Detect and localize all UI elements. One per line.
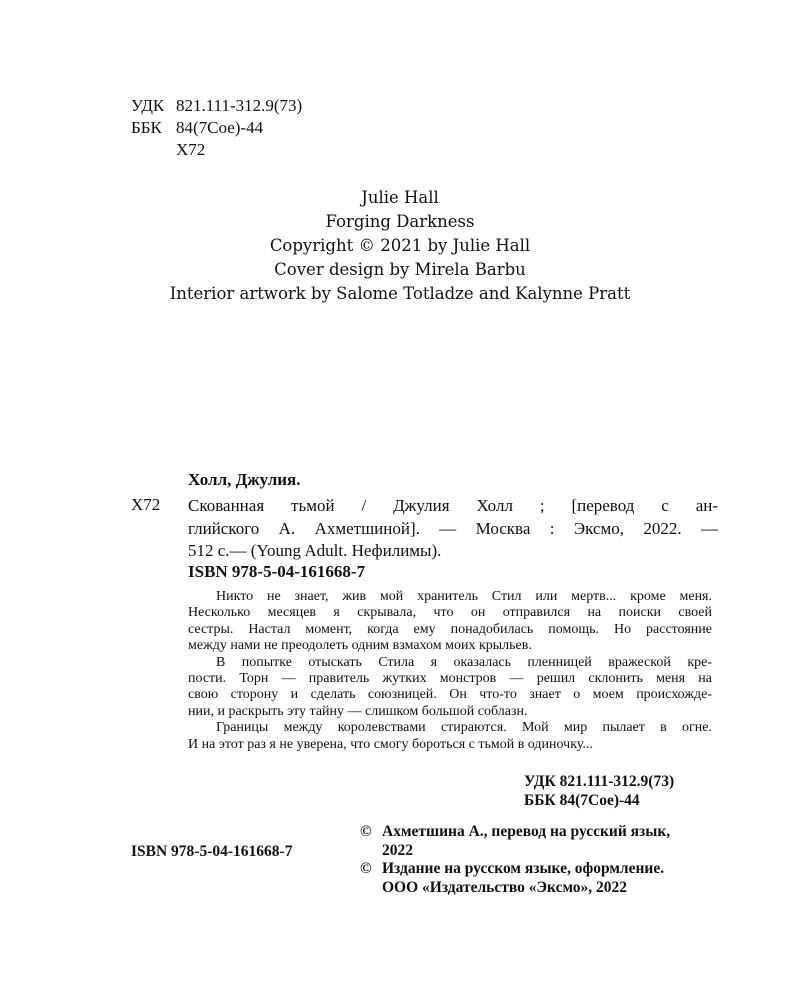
annotation-line: Границы между королевствами стираются. Мой мир пылает в огне.	[216, 720, 712, 736]
udk-value: 821.111-312.9(73)	[176, 96, 303, 115]
description-line: глийского А. Ахметшиной]. — Москва : Эксмо, 2022. —	[188, 518, 718, 538]
annotation-line: сестры. Настал момент, когда ему понадобилась помощь. Но расстояние	[188, 621, 712, 637]
author-mark: Х72	[176, 140, 206, 159]
credit-line: Julie Hall	[361, 188, 439, 207]
credit-line: Forging Darkness	[325, 212, 475, 231]
credit-line: Interior artwork by Salome Totladze and Kalynne Pratt	[169, 284, 631, 303]
copyright-line: Издание на русском языке, оформление.	[382, 860, 665, 877]
annotation-line: И на этот раз я не уверена, что смогу бороться с тьмой в одиночку...	[188, 736, 593, 752]
copyright-line: 2022	[382, 841, 413, 859]
annotation-paragraph	[188, 720, 712, 753]
isbn-bottom: ISBN 978-5-04-161668-7	[131, 843, 293, 860]
side-classification-codes	[524, 772, 674, 810]
annotation-line: свою сторону и сделать союзницей. Он что-то знает о моем происхожде-	[188, 687, 712, 703]
bbk-value: 84(7Сое)-44	[176, 118, 264, 137]
copyright-notices	[360, 823, 730, 897]
side-bbk: ББК 84(7Сое)-44	[524, 792, 640, 809]
copyright-symbol: ©	[360, 860, 372, 877]
author-heading: Холл, Джулия.	[188, 470, 301, 489]
author-mark-row	[131, 139, 302, 161]
bbk-label: ББК	[131, 118, 162, 137]
udk-label: УДК	[131, 96, 165, 115]
udk-row	[131, 95, 302, 117]
copyright-notice-translation	[360, 823, 730, 860]
original-credits	[0, 186, 800, 306]
copyright-notice-edition	[360, 860, 730, 897]
annotation-paragraph	[188, 655, 712, 721]
bibliographic-description	[188, 495, 718, 563]
credit-line: Copyright © 2021 by Julie Hall	[269, 236, 531, 255]
classification-codes	[131, 95, 302, 161]
isbn-primary: ISBN 978-5-04-161668-7	[188, 562, 366, 581]
annotation-line: Никто не знает, жив мой хранитель Стил или мертв... кроме меня.	[216, 589, 712, 604]
copyright-line: Ахметшина А., перевод на русский язык,	[382, 823, 671, 840]
annotation-line: нии, и раскрыть эту тайну — слишком большой соблазн.	[188, 703, 528, 719]
copyright-symbol: ©	[360, 823, 372, 840]
bbk-row	[131, 117, 302, 139]
annotation-line: пости. Торн — правитель жутких монстров — решил склонить меня на	[188, 671, 712, 687]
annotation-line: между нами не преодолеть одним взмахом моих крыльев.	[188, 638, 532, 654]
credit-line: Cover design by Mirela Barbu	[274, 260, 526, 279]
annotation-line: В попытке отыскать Стила я оказалась пленницей вражеской кре-	[216, 654, 712, 670]
description-line: Скованная тьмой / Джулия Холл ; [перевод с ан-	[188, 496, 718, 515]
side-udk: УДК 821.111-312.9(73)	[524, 773, 675, 790]
annotation-paragraph	[188, 589, 712, 655]
annotation	[188, 589, 712, 753]
annotation-line: Несколько месяцев я скрывала, что он отправился на поиски своей	[188, 605, 712, 621]
description-line: 512 с.— (Young Adult. Нефилимы).	[188, 541, 442, 560]
copyright-line: ООО «Издательство «Эксмо», 2022	[382, 878, 628, 896]
bibliographic-author-mark: Х72	[131, 495, 161, 514]
